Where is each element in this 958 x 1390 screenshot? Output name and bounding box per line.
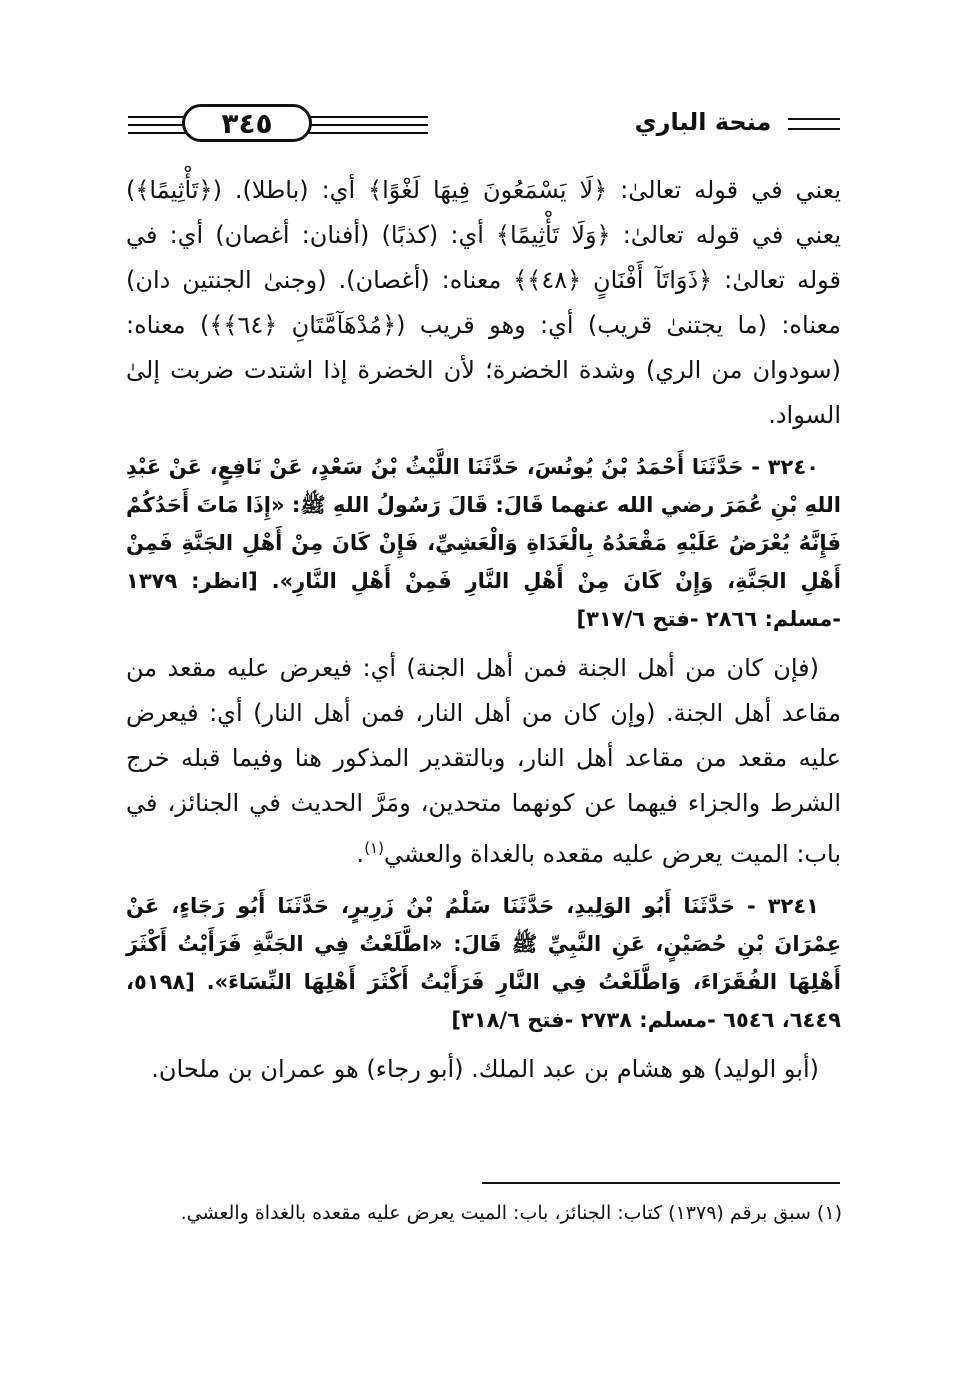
commentary-paragraph: (أبو الوليد) هو هشام بن عبد الملك. (أبو رجاء) هو عمران بن ملحان. bbox=[151, 1055, 819, 1083]
hadith-3241: ٣٢٤١ - حَدَّثَنَا أَبُو الوَلِيدِ، حَدَّثَنَا سَلْمُ بْنُ زَرِيرٍ، حَدَّثَنَا أَبُو رَجَاءٍ، عَنْ عِمْرَانَ بْنِ حُصَيْنٍ، عَنِ النَّبِيِّ ﷺ قَالَ: «اطَّلَعْتُ فِي الجَنَّةِ فَرَأَيْتُ أَكْثَرَ أَهْلِهَا الفُقَرَاءَ، وَاطَّلَعْتُ فِي النَّارِ فَرَأَيْتُ أَكْثَرَ أَهْلِهَا النِّسَاءَ». [٥١٩٨، ٦٤٤٩، ٦٥٤٦ -مسلم: ٢٧٣٨ -فتح ٣١٨/٦] bbox=[126, 894, 841, 1032]
header-rule-right-top bbox=[788, 118, 840, 120]
main-text bbox=[126, 168, 841, 1092]
running-title: منحة الباري bbox=[634, 108, 772, 136]
hadith-3240: ٣٢٤٠ - حَدَّثَنَا أَحْمَدُ بْنُ يُونُسَ، حَدَّثَنَا اللَّيْثُ بْنُ سَعْدٍ، عَنْ نَافِعٍ، عَنْ عَبْدِ اللهِ بْنِ عُمَرَ رضي الله عنهما قَالَ: قَالَ رَسُولُ اللهِ ﷺ: «إِذَا مَاتَ أَحَدُكُمْ فَإِنَّهُ يُعْرَضُ عَلَيْهِ مَقْعَدُهُ بِالْغَدَاةِ وَالْعَشِيِّ، فَإِنْ كَانَ مِنْ أَهْلِ الجَنَّةِ فَمِنْ أَهْلِ الجَنَّةِ، وَإِنْ كَانَ مِنْ أَهْلِ النَّارِ فَمِنْ أَهْلِ النَّارِ». [انظر: ١٣٧٩ -مسلم: ٢٨٦٦ -فتح ٣١٧/٦] bbox=[126, 455, 841, 631]
page-header bbox=[128, 100, 840, 148]
commentary-paragraph: (فإن كان من أهل الجنة فمن أهل الجنة) أي: فيعرض عليه مقعد من مقاعد أهل الجنة. (وإن كان من أهل النار، فمن أهل النار) أي: فيعرض عليه مقعد من مقاعد أهل النار، وبالتقدير المذكور هنا وفيما قبله خرج الشرط والجزاء فيهما عن كونهما متحدين، ومَرَّ الحديث في الجنائز، في باب: الميت يعرض عليه مقعده بالغداة والعشي$^{(١)}$. bbox=[126, 654, 841, 868]
header-rule-right-bottom bbox=[788, 128, 840, 130]
commentary-text: (فإن كان من أهل الجنة فمن أهل الجنة) أي: فيعرض عليه مقعد من مقاعد أهل الجنة. (وإن كان من أهل النار، فمن أهل النار) أي: فيعرض عليه مقعد من مقاعد أهل النار، وبالتقدير المذكور هنا وفيما قبله خرج الشرط والجزاء فيهما عن كونهما متحدين، ومَرَّ الحديث في الجنائز، في باب: الميت يعرض عليه مقعده بالغداة والعشي bbox=[126, 654, 841, 868]
footnote-separator bbox=[482, 1182, 840, 1184]
footnote: (١) سبق برقم (١٣٧٩) كتاب: الجنائز، باب: الميت يعرض عليه مقعده بالغداة والعشي. bbox=[180, 1202, 842, 1224]
footnote-reference: (١) bbox=[364, 839, 384, 857]
page-number: ٣٤٥ bbox=[182, 104, 312, 142]
commentary-paragraph: يعني في قوله تعالىٰ: ﴿لَا يَسْمَعُونَ فِيهَا لَغْوًا﴾ أي: (باطلا). (﴿تَأْثِيمًا﴾) يعني في قوله تعالىٰ: ﴿وَلَا تَأْثِيمًا﴾ أي: (كذبًا) (أفنان: أغصان) أي: في قوله تعالىٰ: ﴿ذَوَاتَآ أَفْنَانٍ ﴿٤٨﴾﴾ معناه: (أغصان). (وجنىٰ الجنتين دان) معناه: (ما يجتنىٰ قريب) أي: وهو قريب (﴿مُدْهَآمَّتَانِ ﴿٦٤﴾﴾) معناه: (سودوان من الري) وشدة الخضرة؛ لأن الخضرة إذا اشتدت ضربت إلىٰ السواد. bbox=[126, 176, 842, 429]
